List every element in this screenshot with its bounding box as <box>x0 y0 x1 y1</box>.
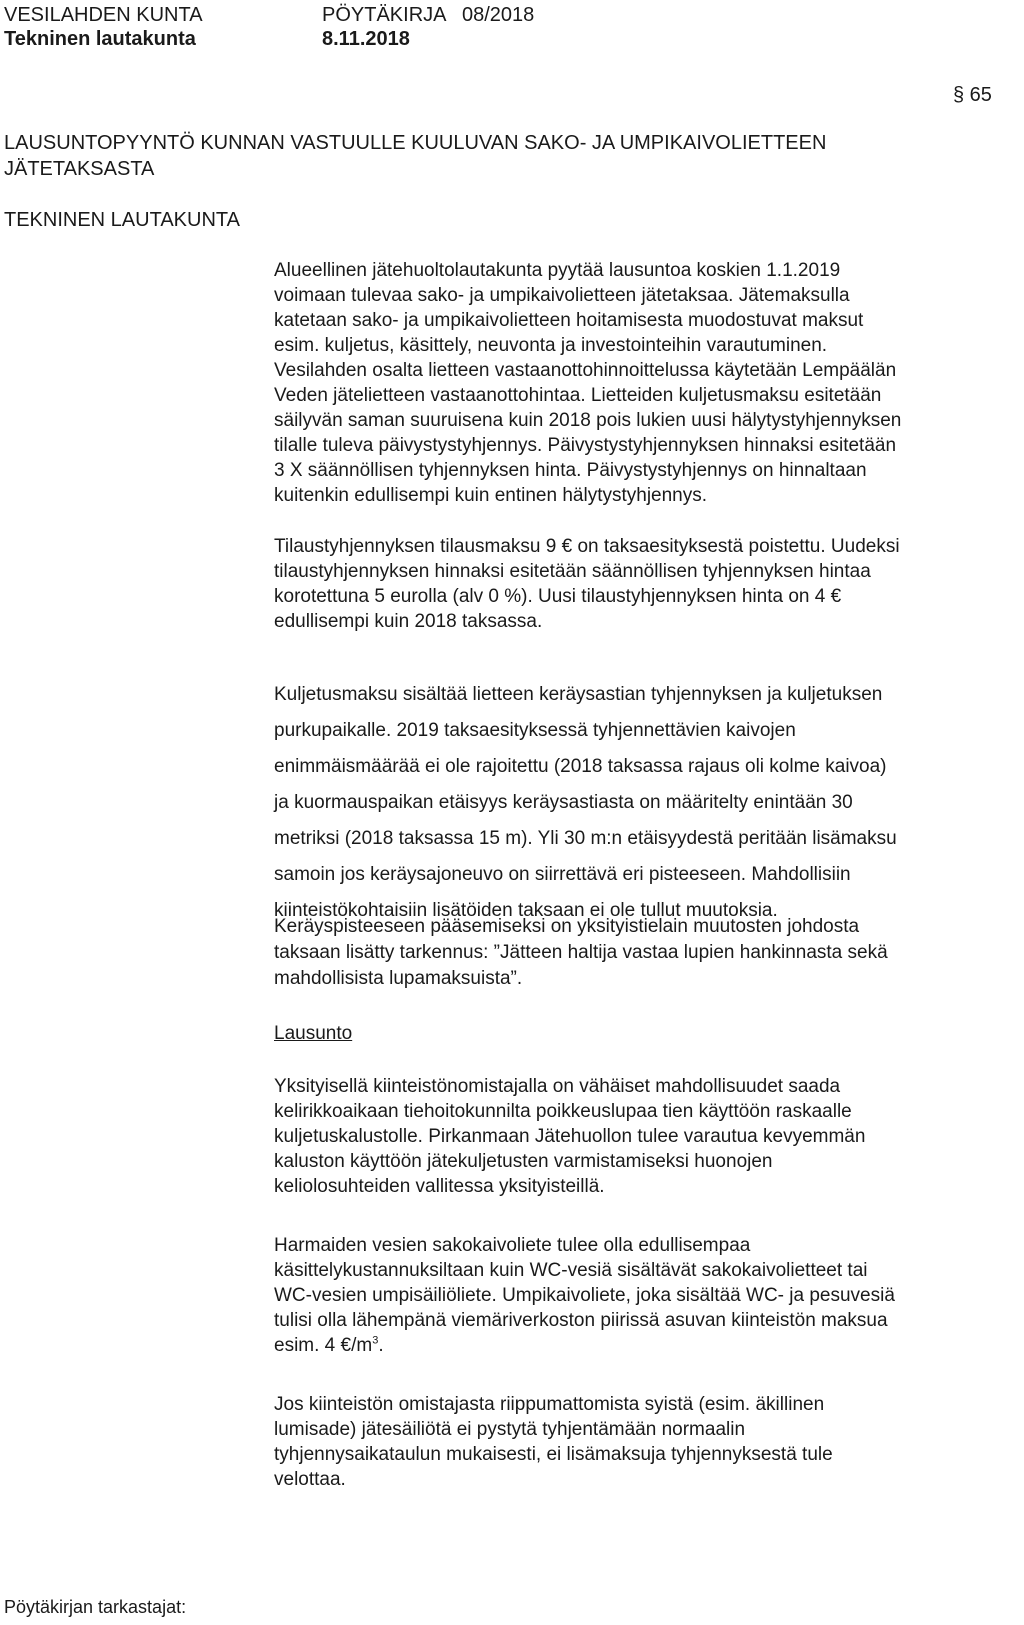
text-line: Tilaustyhjennyksen tilausmaksu 9 € on taksaesityksestä poistettu. Uudeksi <box>274 536 900 557</box>
price-superscript: 3 <box>372 1334 379 1347</box>
lausunto-heading: Lausunto <box>274 1023 353 1044</box>
text-line: tilaustyhjennyksen hinnaksi esitetään säännöllisen tyhjennyksen hintaa <box>274 561 871 582</box>
text-line: samoin jos keräysajoneuvo on siirrettävä eri pisteeseen. Mahdollisiin <box>274 864 851 885</box>
text-line: Keräyspisteeseen pääsemiseksi on yksityistielain muutosten johdosta <box>274 916 860 937</box>
text-line: WC-vesien umpisäiliöliete. Umpikaivoliete, joka sisältää WC- ja pesuvesiä <box>274 1285 895 1306</box>
text-line: metriksi (2018 taksassa 15 m). Yli 30 m:n etäisyydestä peritään lisämaksu <box>274 828 897 849</box>
section-number: § 65 <box>953 84 992 106</box>
text-line: Harmaiden vesien sakokaivoliete tulee olla edullisempaa <box>274 1235 751 1256</box>
document-number: 08/2018 <box>462 4 535 26</box>
text-line: taksaan lisätty tarkennus: ”Jätteen haltija vastaa lupien hankinnasta sekä <box>274 942 888 963</box>
text-line: velottaa. <box>274 1469 346 1490</box>
text-line: keliolosuhteiden vallitessa yksityisteillä. <box>274 1176 605 1197</box>
lausunto-paragraph-roads <box>274 1074 1022 1199</box>
text-line: kelirikkoaikaan tiehoitokunnilta poikkeuslupaa tien käyttöön raskaalle <box>274 1101 852 1122</box>
text-line: Veden jätelietteen vastaanottohintaa. Lietteiden kuljetusmaksu esitetään <box>274 385 882 406</box>
document-date: 8.11.2018 <box>322 28 410 50</box>
text-line: korotettuna 5 eurolla (alv 0 %). Uusi tilaustyhjennyksen hinta on 4 € <box>274 586 842 607</box>
text-line: mahdollisista lupamaksuista”. <box>274 968 523 989</box>
text-line: Yksityisellä kiinteistönomistajalla on vähäiset mahdollisuudet saada <box>274 1076 841 1097</box>
text-line: voimaan tulevaa sako- ja umpikaivolietteen jätetaksaa. Jätemaksulla <box>274 285 850 306</box>
footer-reviewers-label: Pöytäkirjan tarkastajat: <box>4 1597 187 1617</box>
text-line: Jos kiinteistön omistajasta riippumattomista syistä (esim. äkillinen <box>274 1394 825 1415</box>
text-line: kuljetuskalustolle. Pirkanmaan Jätehuollon tulee varautua kevyemmän <box>274 1126 866 1147</box>
paragraph-transport-fee <box>274 677 1022 929</box>
text-line: Kuljetusmaksu sisältää lietteen keräysastian tyhjennyksen ja kuljetuksen <box>274 684 883 705</box>
text-line: edullisempi kuin 2018 taksassa. <box>274 611 543 632</box>
text-line: käsittelykustannuksiltaan kuin WC-vesiä sisältävät sakokaivolietteet tai <box>274 1260 868 1281</box>
text-line: Vesilahden osalta lietteen vastaanottohinnoittelussa käytetään Lempäälän <box>274 360 897 381</box>
text-line: tulisi olla lähempänä viemäriverkoston piirissä asuvan kiinteistön maksua <box>274 1310 888 1331</box>
document-type: PÖYTÄKIRJA <box>322 4 447 26</box>
text-line: tilalle tuleva päivystystyhjennys. Päivystystyhjennyksen hinnaksi esitetään <box>274 435 897 456</box>
title-line-1: LAUSUNTOPYYNTÖ KUNNAN VASTUULLE KUULUVAN SAKO- JA UMPIKAIVOLIETTEEN <box>4 132 827 154</box>
paragraph-request <box>274 258 1022 508</box>
text-line: kaluston käyttöön jätekuljetusten varmistamiseksi huonojen <box>274 1151 773 1172</box>
text-line: purkupaikalle. 2019 taksaesityksessä tyhjennettävien kaivojen <box>274 720 796 741</box>
text-line: lumisade) jätesäiliötä ei pystytä tyhjentämään normaalin <box>274 1419 746 1440</box>
lausunto-paragraph-snowfall <box>274 1392 1022 1492</box>
text-line: säilyvän saman suuruisena kuin 2018 pois lukien uusi hälytystyhjennyksen <box>274 410 902 431</box>
text-line: ja kuormauspaikan etäisyys keräysastiasta on määritelty enintään 30 <box>274 792 853 813</box>
text-line: enimmäismäärää ei ole rajoitettu (2018 taksassa rajaus oli kolme kaivoa) <box>274 756 887 777</box>
lausunto-paragraph-greywater <box>274 1233 1022 1358</box>
title-line-2: JÄTETAKSASTA <box>4 158 155 180</box>
price-text: esim. 4 €/m <box>274 1335 373 1356</box>
price-suffix: . <box>378 1335 384 1356</box>
text-line: tyhjennysaikataulun mukaisesti, ei lisämaksuja tyhjennyksestä tule <box>274 1444 833 1465</box>
committee-name: TEKNINEN LAUTAKUNTA <box>4 209 240 231</box>
text-line: katetaan sako- ja umpikaivolietteen hoitamisesta muodostuvat maksut <box>274 310 864 331</box>
text-line: 3 X säännöllisen tyhjennyksen hinta. Päivystystyhjennys on hinnaltaan <box>274 460 867 481</box>
text-line: Alueellinen jätehuoltolautakunta pyytää lausuntoa koskien 1.1.2019 <box>274 260 841 281</box>
board-name: Tekninen lautakunta <box>4 28 196 50</box>
paragraph-order-fee <box>274 534 1022 634</box>
text-line: esim. kuljetus, käsittely, neuvonta ja investointeihin varautuminen. <box>274 335 828 356</box>
paragraph-collection-point <box>274 914 1022 992</box>
price-line <box>274 1333 1022 1358</box>
text-line: kiinteistökohtaisiin lisätöiden taksaan ei ole tullut muutoksia. <box>274 900 778 921</box>
text-line: kuitenkin edullisempi kuin entinen hälytystyhjennys. <box>274 485 708 506</box>
municipality-name: VESILAHDEN KUNTA <box>4 4 203 26</box>
